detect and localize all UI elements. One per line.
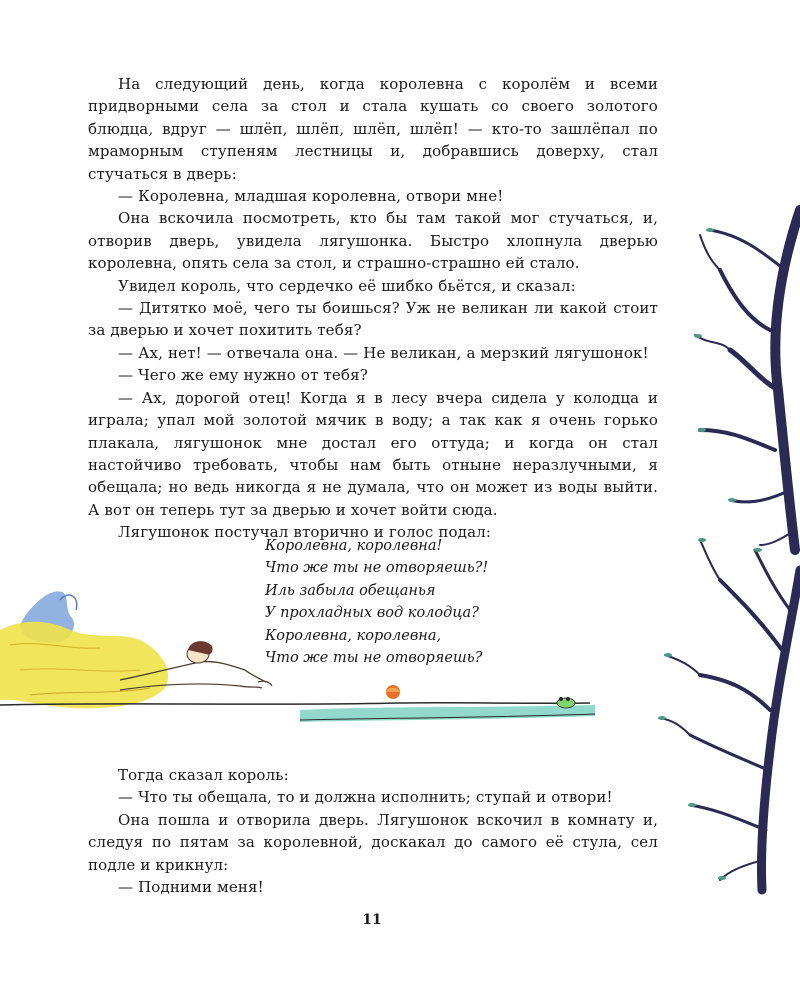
tree-illustration xyxy=(650,150,800,900)
paragraph: — Подними меня! xyxy=(118,878,264,897)
paragraph: — Ах, нет! — отвечала она. — Не великан, а мерзкий лягушонок! xyxy=(118,343,649,362)
paragraph: — Чего же ему нужно от тебя? xyxy=(118,366,368,385)
verse-line: У прохладных вод колодца? xyxy=(265,605,479,622)
paragraph: Увидел король, что сердечко её шибко бьётся, и сказал: xyxy=(118,276,576,295)
verse-line: Что же ты не отворяешь? xyxy=(265,650,483,667)
paragraph: — Что ты обещала, то и должна исполнить; ступай и отвори! xyxy=(118,788,613,807)
paragraph: На следующий день, когда королевна с королём и всеми придворными села за стол и стала кушать со своего золотого блюдца, вдруг — шлёп, шлёп, шлёп, шлёп! — кто-то зашлёпал по мраморным ступеням лестницы и, добравшись доверху, стал стучаться в дверь: xyxy=(88,75,658,183)
paragraph: — Ах, дорогой отец! Когда я в лесу вчера сидела у колодца и играла; упал мой золотой мячик в воду; а так как я очень горько плакала, лягушонок мне достал его оттуда; и когда он стал настойчиво требовать, чтобы нам быть отныне неразлучными, я обещала; но ведь никогда я не думала, что он может из воды выйти. А вот он теперь тут за дверью и хочет войти сюда. xyxy=(88,388,658,519)
paragraph: Она вскочила посмотреть, кто бы там такой мог стучаться, и, отворив дверь, увидела лягушонка. Быстро хлопнула дверью королевна, опять села за стол, и страшно-страшно ей стало. xyxy=(88,209,658,273)
story-text-top xyxy=(88,73,658,544)
page-number: 11 xyxy=(362,912,382,928)
paragraph: Она пошла и отворила дверь. Лягушонок вскочил в комнату и, следуя по пятам за королевной, доскакал до самого её стула, сел подле и крикнул: xyxy=(88,810,658,874)
princess-illustration xyxy=(0,570,610,730)
verse-line: Королевна, королевна, xyxy=(265,627,442,644)
verse-line: Что же ты не отворяешь?! xyxy=(265,560,489,577)
paragraph: Тогда сказал король: xyxy=(118,766,289,784)
story-text-bottom xyxy=(88,764,658,898)
paragraph: — Дитятко моё, чего ты боишься? Уж не великан ли какой стоит за дверью и хочет похитить тебя? xyxy=(88,299,658,340)
paragraph: Лягушонок постучал вторично и голос подал: xyxy=(118,523,492,542)
paragraph: — Королевна, младшая королевна, отвори мне! xyxy=(118,187,504,206)
verse-line: Королевна, королевна! xyxy=(265,538,443,554)
verse-line: Иль забыла обещанья xyxy=(265,582,436,599)
